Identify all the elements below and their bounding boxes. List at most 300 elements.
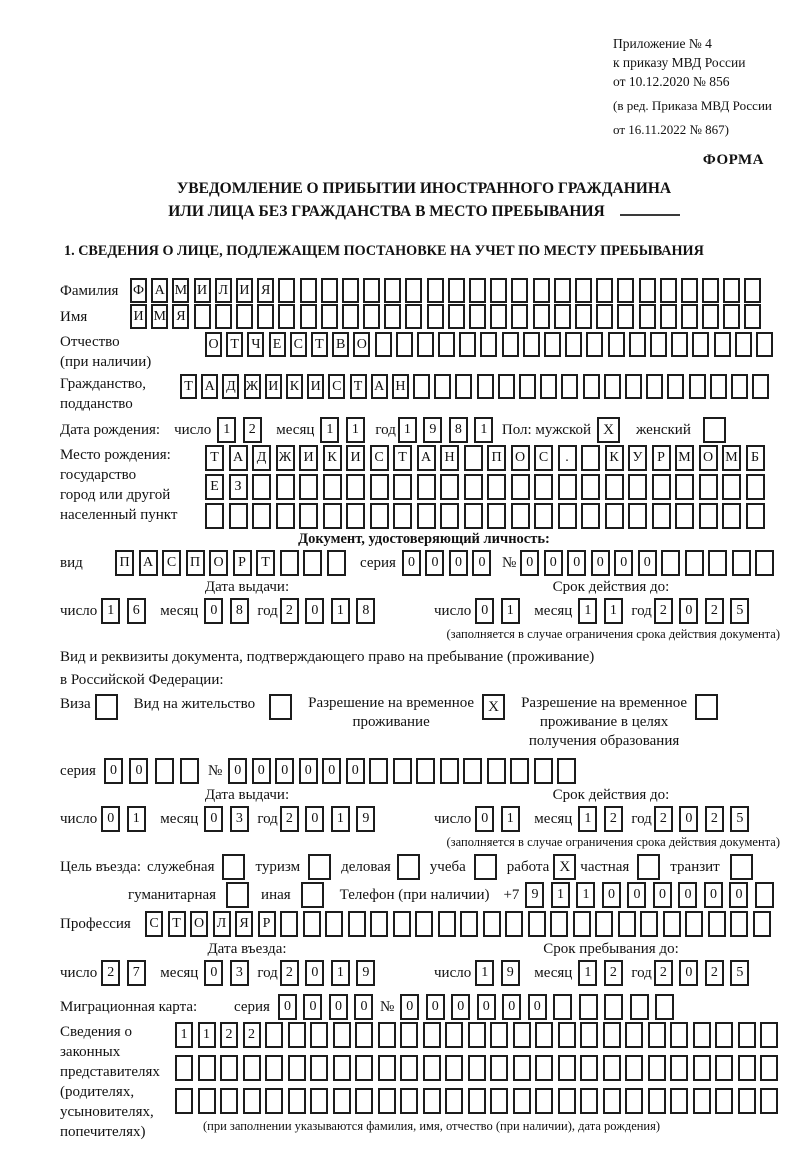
permit-series-cells[interactable] [104, 758, 206, 784]
id-expiry-month-cells[interactable] [578, 598, 629, 624]
form-cell: Д [252, 445, 271, 471]
birthplace-cells-1[interactable] [205, 445, 769, 471]
form-cell [301, 882, 324, 908]
form-cell [300, 304, 317, 329]
birth-month-cells[interactable] [320, 417, 371, 443]
form-cell: 0 [278, 994, 297, 1020]
form-cell [95, 694, 118, 720]
form-cell: М [722, 445, 741, 471]
form-cell: 1 [175, 1022, 193, 1048]
form-cell: 1 [475, 960, 494, 986]
form-cell [423, 1055, 441, 1081]
form-cell: П [186, 550, 205, 576]
form-cell: Л [213, 911, 231, 937]
expiry-note: (заполняется в случае ограничения срока действия документа) [446, 627, 780, 641]
form-cell: Д [222, 374, 239, 399]
form-cell: О [699, 445, 718, 471]
form-cell: 0 [472, 550, 491, 576]
form-cell [513, 1055, 531, 1081]
form-cell: 9 [356, 960, 375, 986]
number-label: № [379, 999, 395, 1015]
form-cell [405, 304, 422, 329]
form-cell: 0 [614, 550, 633, 576]
checkbox-purpose-transit[interactable] [730, 854, 753, 880]
form-cell: 1 [101, 598, 120, 624]
entry-month-cells[interactable] [204, 960, 255, 986]
form-cell [198, 1055, 216, 1081]
form-cell [321, 278, 338, 303]
form-cell: X [553, 854, 576, 880]
form-cell [393, 503, 412, 529]
form-cell: И [299, 445, 318, 471]
series-label: серия [360, 555, 396, 571]
checkbox-residence-permit[interactable] [269, 694, 292, 720]
form-cell [463, 758, 482, 784]
form-cell: Ж [244, 374, 261, 399]
form-cell: 0 [679, 598, 698, 624]
form-cell [699, 503, 718, 529]
temp-residence-edu-line: проживание в целях [539, 714, 669, 730]
form-cell [738, 1088, 756, 1114]
form-cell [400, 1055, 418, 1081]
form-cell [581, 445, 600, 471]
permit-doc-text [60, 646, 788, 692]
purpose-option-label: туризм [255, 859, 301, 875]
form-cell [670, 1022, 688, 1048]
form-cell: И [346, 445, 365, 471]
form-cell: 5 [730, 598, 749, 624]
form-cell [558, 503, 577, 529]
form-cell: Н [440, 445, 459, 471]
surname-cells[interactable] [130, 278, 766, 303]
appendix-line: Приложение № 4 [613, 36, 712, 51]
form-cell [689, 374, 706, 399]
entry-year-cells[interactable] [280, 960, 382, 986]
checkbox-visa[interactable] [95, 694, 118, 720]
form-cell [652, 474, 671, 500]
form-cell [755, 882, 774, 908]
form-cell [342, 304, 359, 329]
form-cell [417, 332, 434, 357]
citizenship-cells[interactable] [180, 374, 773, 399]
id-doc-type-cells[interactable] [115, 550, 350, 576]
form-cell [731, 374, 748, 399]
form-cell [753, 911, 771, 937]
id-issue-day-cells[interactable] [101, 598, 152, 624]
day-label: число [60, 811, 98, 827]
permit-expiry-month-cells[interactable] [578, 806, 629, 832]
given-name-cells[interactable] [130, 304, 766, 329]
form-cell [693, 1055, 711, 1081]
form-cell: 1 [474, 417, 493, 443]
form-cell [252, 503, 271, 529]
series-label: серия [60, 763, 96, 779]
form-cell [535, 1088, 553, 1114]
day-label: число [434, 811, 472, 827]
form-cell [511, 503, 530, 529]
form-cell [464, 474, 483, 500]
checkbox-purpose-tourism[interactable] [308, 854, 331, 880]
form-cell [533, 278, 550, 303]
form-cell [523, 332, 540, 357]
form-cell: 5 [730, 806, 749, 832]
form-cell: 0 [477, 994, 496, 1020]
form-cell [448, 304, 465, 329]
form-cell [596, 278, 613, 303]
permit-line1: Вид и реквизиты документа, подтверждающего право на пребывание (проживание) [60, 649, 595, 665]
form-cell: 8 [356, 598, 375, 624]
form-cell: 2 [280, 806, 299, 832]
birthplace-label: государство [60, 467, 137, 483]
form-cell: Н [392, 374, 409, 399]
form-cell [180, 758, 199, 784]
form-cell [400, 1088, 418, 1114]
birth-day-cells[interactable] [217, 417, 268, 443]
form-cell [397, 854, 420, 880]
form-cell [604, 994, 623, 1020]
form-cell [554, 304, 571, 329]
form-cell [205, 503, 224, 529]
form-cell [490, 278, 507, 303]
form-cell [325, 911, 343, 937]
checkbox-purpose-business[interactable] [397, 854, 420, 880]
form-cell: 0 [704, 882, 723, 908]
form-cell: 0 [567, 550, 586, 576]
form-cell [661, 550, 680, 576]
id-expiry-day-cells[interactable] [475, 598, 526, 624]
checkbox-purpose-humanitarian[interactable] [226, 882, 249, 908]
form-cell [215, 304, 232, 329]
form-cell [490, 1055, 508, 1081]
representatives-cells-3[interactable] [175, 1088, 783, 1114]
permit-expiry-day-cells[interactable] [475, 806, 526, 832]
form-cell: 0 [544, 550, 563, 576]
form-cell [540, 374, 557, 399]
representatives-label-block [60, 1022, 175, 1142]
form-cell [487, 758, 506, 784]
form-cell: 2 [654, 806, 673, 832]
form-cell: 1 [576, 882, 595, 908]
form-cell: 2 [243, 417, 262, 443]
appendix-block [613, 34, 788, 139]
form-cell: У [628, 445, 647, 471]
form-cell: Е [205, 474, 224, 500]
form-cell: 0 [502, 994, 521, 1020]
form-cell [534, 758, 553, 784]
form-cell: 8 [230, 598, 249, 624]
form-cell [693, 1022, 711, 1048]
form-cell [580, 1088, 598, 1114]
form-cell: Я [172, 304, 189, 329]
month-label: месяц [534, 811, 573, 827]
form-cell [628, 474, 647, 500]
patronymic-cells[interactable] [205, 332, 777, 357]
form-cell [655, 994, 674, 1020]
form-cell [487, 474, 506, 500]
form-cell: С [145, 911, 163, 937]
permit-expiry-line [434, 806, 788, 832]
form-cell [617, 304, 634, 329]
form-cell: 2 [280, 960, 299, 986]
form-cell [468, 1022, 486, 1048]
form-cell [288, 1088, 306, 1114]
form-cell [702, 304, 719, 329]
day-label: число [60, 603, 98, 619]
form-cell [310, 1055, 328, 1081]
form-cell [243, 1055, 261, 1081]
checkbox-temp-residence[interactable] [482, 694, 505, 720]
profession-cells[interactable] [145, 911, 775, 937]
form-cell: 0 [129, 758, 148, 784]
day-label: число [60, 965, 98, 981]
form-cell [513, 1088, 531, 1114]
form-cell [675, 503, 694, 529]
entry-day-cells[interactable] [101, 960, 152, 986]
form-cell [243, 1088, 261, 1114]
form-cell: 0 [400, 994, 419, 1020]
day-label: число [434, 965, 472, 981]
form-cell: 1 [604, 598, 623, 624]
form-cell [427, 278, 444, 303]
form-cell [252, 474, 271, 500]
form-cell: С [370, 445, 389, 471]
title-line1: УВЕДОМЛЕНИЕ О ПРИБЫТИИ ИНОСТРАННОГО ГРАЖДАНИНА [176, 180, 672, 197]
month-label: месяц [160, 811, 199, 827]
form-cell: 1 [198, 1022, 216, 1048]
month-label: месяц [160, 603, 199, 619]
form-cell: 1 [501, 806, 520, 832]
expiry-note: (заполняется в случае ограничения срока действия документа) [446, 835, 780, 849]
form-cell [175, 1088, 193, 1114]
form-cell [670, 1055, 688, 1081]
id-issue-col [60, 579, 434, 624]
representatives-label-line: законных [60, 1044, 121, 1060]
permit-number-cells[interactable] [228, 758, 581, 784]
form-cell [440, 503, 459, 529]
form-cell [596, 304, 613, 329]
permit-issue-day-cells[interactable] [101, 806, 152, 832]
form-cell [370, 474, 389, 500]
permit-dates [60, 787, 788, 832]
id-expiry-year-cells[interactable] [654, 598, 756, 624]
form-cell [629, 332, 646, 357]
checkbox-purpose-other[interactable] [301, 882, 324, 908]
form-cell: 1 [331, 960, 350, 986]
checkbox-temp-residence-edu[interactable] [695, 694, 718, 720]
form-cell: 0 [275, 758, 294, 784]
form-cell: 0 [653, 882, 672, 908]
form-cell [327, 550, 346, 576]
form-cell: 0 [204, 806, 223, 832]
phone-label: Телефон (при наличии) [339, 887, 490, 903]
purpose-option-label: иная [261, 887, 291, 903]
form-cell [603, 1055, 621, 1081]
representatives-label-line: Сведения о [60, 1024, 132, 1040]
form-cell [490, 1022, 508, 1048]
migration-number-cells[interactable] [400, 994, 681, 1020]
form-cell: 1 [331, 806, 350, 832]
form-cell [220, 1088, 238, 1114]
checkbox-sex-female[interactable] [703, 417, 726, 443]
form-cell [558, 1055, 576, 1081]
form-cell [464, 503, 483, 529]
form-cell [756, 332, 773, 357]
form-cell [378, 1055, 396, 1081]
form-cell: Р [652, 445, 671, 471]
purpose-row [60, 854, 788, 880]
permit-expiry-col [434, 787, 788, 832]
form-cell [280, 911, 298, 937]
number-label: № [207, 763, 223, 779]
form-cell [723, 304, 740, 329]
form-cell [416, 758, 435, 784]
form-cell [685, 911, 703, 937]
form-cell [288, 1022, 306, 1048]
birthplace-label-block [60, 445, 205, 525]
form-cell: Ж [276, 445, 295, 471]
form-cell: 2 [243, 1022, 261, 1048]
form-cell [648, 1055, 666, 1081]
birth-year-cells[interactable] [398, 417, 500, 443]
form-cell [440, 474, 459, 500]
form-cell [342, 278, 359, 303]
form-cell: А [417, 445, 436, 471]
section1-heading: 1. СВЕДЕНИЯ О ЛИЦЕ, ПОДЛЕЖАЩЕМ ПОСТАНОВКЕ НА УЧЕТ ПО МЕСТУ ПРЕБЫВАНИЯ [64, 243, 704, 259]
form-cell [561, 374, 578, 399]
blank-underline [620, 202, 680, 216]
stay-until-line [434, 960, 788, 986]
form-cell: Ч [247, 332, 264, 357]
id-doc-series-cells[interactable] [402, 550, 496, 576]
form-cell: 1 [501, 598, 520, 624]
form-cell [579, 994, 598, 1020]
purpose-option-label: гуманитарная [128, 887, 217, 903]
form-cell [355, 1088, 373, 1114]
form-cell: 0 [228, 758, 247, 784]
form-cell [513, 1022, 531, 1048]
form-cell [511, 474, 530, 500]
id-issue-month-cells[interactable] [204, 598, 255, 624]
form-cell [400, 1022, 418, 1048]
permit-issue-month-cells[interactable] [204, 806, 255, 832]
expiry-heading: Срок действия до: [552, 787, 670, 803]
form-cell [480, 332, 497, 357]
form-cell [617, 278, 634, 303]
form-cell: Т [350, 374, 367, 399]
form-cell [455, 374, 472, 399]
representatives-cells-2[interactable] [175, 1055, 783, 1081]
form-cell [639, 304, 656, 329]
form-cell: 2 [280, 598, 299, 624]
form-cell: Т [226, 332, 243, 357]
form-cell [460, 911, 478, 937]
form-cell [746, 503, 765, 529]
birth-date-row [60, 417, 788, 443]
form-cell [474, 854, 497, 880]
migration-card-row [60, 994, 788, 1020]
checkbox-purpose-official[interactable] [222, 854, 245, 880]
checkbox-purpose-work[interactable] [553, 854, 576, 880]
patronymic-label-block [60, 332, 205, 372]
form-cell: 2 [654, 598, 673, 624]
form-cell [553, 994, 572, 1020]
page-title [60, 177, 788, 223]
form-cell: С [534, 445, 553, 471]
checkbox-sex-male[interactable] [597, 417, 620, 443]
citizenship-label2: подданство [60, 396, 133, 412]
form-cell [415, 911, 433, 937]
id-doc-number-cells[interactable] [520, 550, 779, 576]
form-cell [300, 278, 317, 303]
month-label: месяц [534, 603, 573, 619]
birthplace-cells-2[interactable] [205, 474, 769, 500]
temp-residence-line: проживание [352, 714, 430, 730]
year-label: год [631, 811, 652, 827]
form-cell: С [290, 332, 307, 357]
checkbox-purpose-study[interactable] [474, 854, 497, 880]
birthplace-cells-3[interactable] [205, 503, 769, 529]
stay-year-cells[interactable] [654, 960, 756, 986]
form-cell [755, 550, 774, 576]
id-issue-year-cells[interactable] [280, 598, 382, 624]
form-cell [417, 474, 436, 500]
form-cell [468, 1088, 486, 1114]
form-cell: 0 [303, 994, 322, 1020]
form-cell: М [172, 278, 189, 303]
form-cell [625, 374, 642, 399]
form-cell: Т [205, 445, 224, 471]
migration-series-cells[interactable] [278, 994, 380, 1020]
form-cell: 2 [705, 598, 724, 624]
form-cell [708, 550, 727, 576]
stay-until-heading: Срок пребывания до: [543, 941, 679, 957]
form-cell [603, 1022, 621, 1048]
year-label: год [375, 422, 396, 438]
form-cell: 0 [449, 550, 468, 576]
form-cell [355, 1022, 373, 1048]
permit-expiry-year-cells[interactable] [654, 806, 756, 832]
form-cell [175, 1055, 193, 1081]
form-cell [405, 278, 422, 303]
form-cell: И [265, 374, 282, 399]
form-cell: 9 [356, 806, 375, 832]
representatives-note: (при заполнении указываются фамилия, имя, отчество (при наличии), дата рождения) [203, 1119, 661, 1133]
form-cell: 0 [299, 758, 318, 784]
entry-date-heading: Дата въезда: [207, 941, 287, 957]
edition-line: (в ред. Приказа МВД России [613, 98, 772, 113]
stay-until-col [434, 941, 788, 986]
form-cell [671, 332, 688, 357]
stay-day-cells[interactable] [475, 960, 526, 986]
form-cell: Я [257, 278, 274, 303]
form-cell [505, 911, 523, 937]
phone-cells[interactable] [525, 882, 780, 908]
form-cell [744, 304, 761, 329]
stay-month-cells[interactable] [578, 960, 629, 986]
form-cell: 2 [654, 960, 673, 986]
form-cell: П [487, 445, 506, 471]
permit-issue-year-cells[interactable] [280, 806, 382, 832]
form-cell [155, 758, 174, 784]
form-cell [681, 304, 698, 329]
form-cell [448, 278, 465, 303]
checkbox-purpose-private[interactable] [637, 854, 660, 880]
id-expiry-col [434, 579, 788, 624]
representatives-cells-1[interactable] [175, 1022, 783, 1048]
form-cell [370, 503, 389, 529]
representatives-label-line: (родителях, [60, 1084, 135, 1100]
form-cell: 0 [638, 550, 657, 576]
